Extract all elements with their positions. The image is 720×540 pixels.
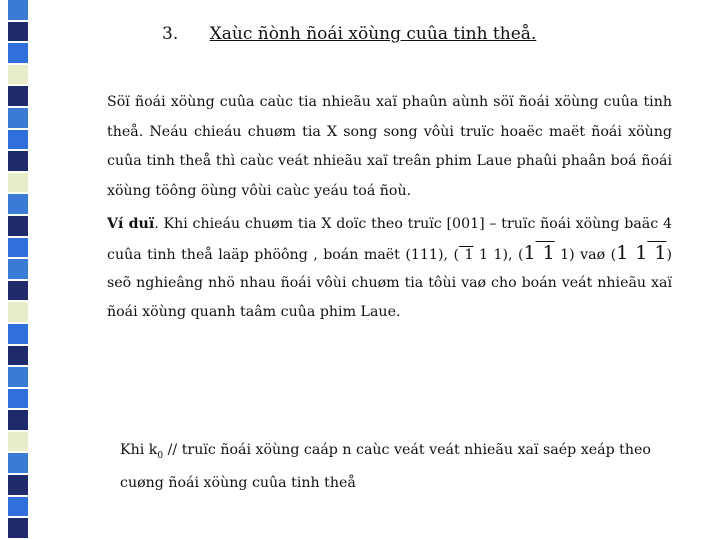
decorative-stripe-bar [8,0,28,540]
miller-index-part: 1 [647,241,667,264]
stripe-block [8,0,28,22]
paragraph-1: Söï ñoái xöùng cuûa caùc tia nhieãu xaï phaûn aùnh söï ñoái xöùng cuûa tinh theå. Neáu chieáu chuøm tia X song song vôùi truïc hoaëc maët ñoái xöùng cuûa tinh theå thì caùc veát nhieãu xaï treân phim Laue phaûi phaân boá ñoái xöùng töông öùng vôùi caùc yeáu toá ñoù. [107,94,672,199]
stripe-block [8,497,28,519]
stripe-block [8,238,28,260]
stripe-block [8,259,28,281]
note-text-2: // truïc ñoái xöùng caáp n caùc veát veát nhieãu xaï saép xeáp theo cuøng ñoái xöùng cuûa tinh theå [120,442,651,491]
miller-index-part: 1 1), ( [473,246,524,263]
stripe-block [8,324,28,346]
stripe-block [8,65,28,87]
miller-index-part: 1 1 [616,241,648,264]
stripe-block [8,22,28,44]
stripe-block [8,173,28,195]
stripe-block [8,151,28,173]
stripe-block [8,216,28,238]
subscript: 0 [157,450,164,461]
example-text-2: ) seõ nghieâng nhö nhau ñoái vôùi chuøm tia tôùi vaø cho boán veát nhieãu xaï ñoái xöùng quanh taâm cuûa phim Laue. [107,246,672,320]
stripe-block [8,194,28,216]
stripe-block [8,130,28,152]
stripe-block [8,410,28,432]
example-text-1: . Khi chieáu chuøm tia X doïc theo truïc [001] – truïc ñoái xöùng baäc 4 cuûa tinh theå laäp phöông , boán maët (111), ( [107,216,672,263]
miller-index-part: 1 [459,246,474,263]
stripe-block [8,453,28,475]
stripe-block [8,367,28,389]
miller-index-part: 1 [535,241,555,264]
stripe-block [8,432,28,454]
section-title: Xaùc ñònh ñoái xöùng cuûa tinh theå. [209,24,537,44]
section-heading [162,24,536,44]
note-text-1: Khi k [120,442,158,458]
stripe-block [8,475,28,497]
paragraph-3 [120,437,660,497]
stripe-block [8,108,28,130]
stripe-block [8,43,28,65]
miller-index-part: 1) vaø ( [554,246,617,263]
stripe-block [8,518,28,540]
example-label: Ví duï [107,216,155,232]
stripe-block [8,281,28,303]
paragraph-2 [107,210,672,326]
stripe-block [8,389,28,411]
stripe-block [8,86,28,108]
stripe-block [8,346,28,368]
section-number: 3. [162,24,179,44]
stripe-block [8,302,28,324]
miller-index-part: 1 [523,241,536,264]
